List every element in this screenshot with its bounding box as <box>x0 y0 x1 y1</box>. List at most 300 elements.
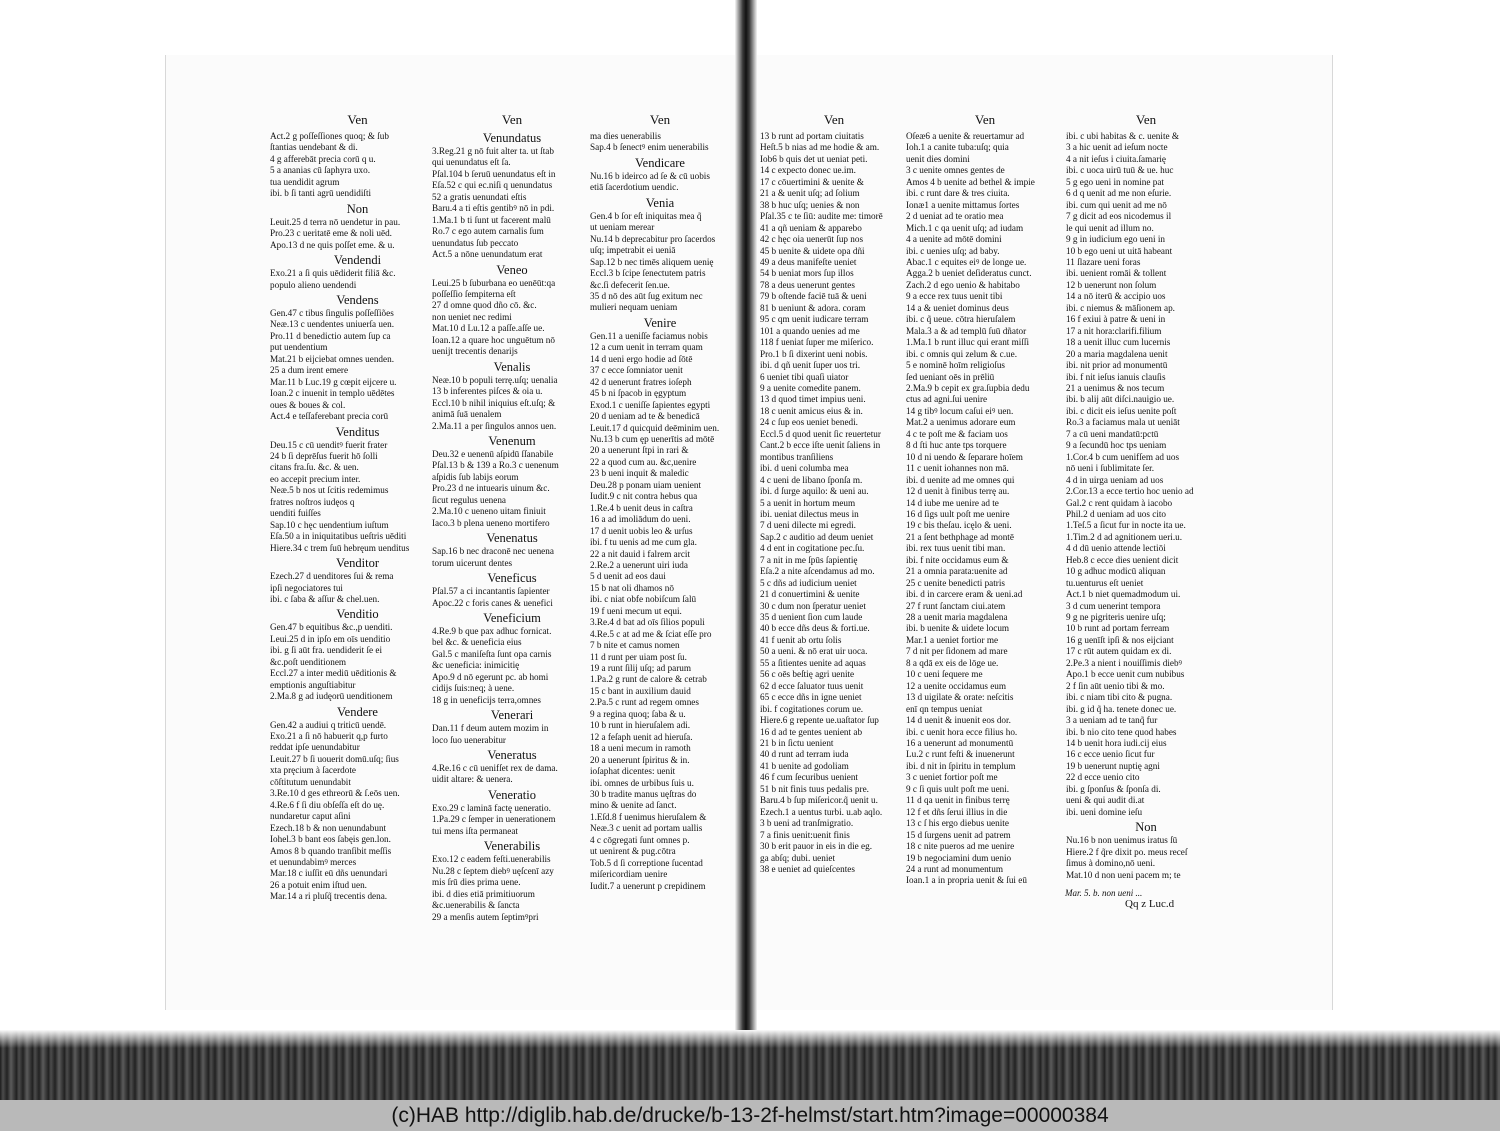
concordance-line: 1.Ma.1 b runt illuc qui erant miſſi <box>906 337 1029 348</box>
concordance-line: 12 f et dñs ſerui illius in die <box>906 806 1008 817</box>
concordance-line: 15 d ſurgens uenit ad patrem <box>906 829 1011 840</box>
concordance-line: 11 c uenit iohannes non mā. <box>906 463 1009 474</box>
concordance-line: ibi. d uenite ad me omnes qui <box>906 474 1015 485</box>
concordance-line: ut ueniam merear <box>590 222 655 233</box>
concordance-line: mulieri nequam ueniam <box>590 302 678 313</box>
concordance-line: 52 a gratis uenundati eſtis <box>432 191 527 202</box>
keyword-heading: Veneo <box>496 262 528 277</box>
concordance-line: 14 d iube me uenire ad te <box>906 497 999 508</box>
running-head: Ven <box>649 112 671 127</box>
concordance-line: 10 b runt ad portam ferream <box>1066 623 1170 634</box>
catchword: Mar. 5. b. non ueni ... <box>1065 888 1143 898</box>
concordance-line: 18 a uenit illuc cum lucernis <box>1066 337 1171 348</box>
concordance-line: ibi. rex tuus uenit tibi man. <box>906 543 1006 554</box>
concordance-line: aſpidis ſub labijs eorum <box>432 471 519 482</box>
concordance-line: 11 ſlazare ueni foras <box>1066 256 1141 267</box>
concordance-line: Lu.2 c runt feſti & inuenerunt <box>906 749 1015 760</box>
concordance-line: ibi. b ſi tanti agrū uendidiſti <box>270 188 372 199</box>
concordance-line: 81 b ueniunt & adora. coram <box>760 302 866 313</box>
concordance-line: 41 b uenite ad godoliam <box>760 760 849 771</box>
concordance-line: 16 g uenīſt ipſi & nos eijciant <box>1066 634 1174 645</box>
concordance-line: animā ſuā uenalem <box>432 409 502 420</box>
concordance-line: 55 a ſitientes uenite ad aquas <box>760 657 866 668</box>
concordance-line: Abac.1 c equites eiꝰ de longe ue. <box>906 256 1027 267</box>
concordance-line: Iob6 b quis det ut ueniat peti. <box>760 153 868 164</box>
keyword-heading: Venditus <box>335 424 380 439</box>
concordance-line: Leui.25 b ſuburbana eo uenēūt:qa <box>432 277 556 288</box>
concordance-line: 14 c expecto donec ue.im. <box>760 165 856 176</box>
concordance-line: 1.Teſ.5 a ſicut fur in nocte ita ue. <box>1066 520 1186 531</box>
concordance-line: ſed ueniant oēs in prēliū <box>906 371 995 382</box>
keyword-heading: Veneratio <box>488 787 536 802</box>
concordance-line: 20 a uenerunt ſpiritus & in. <box>590 754 690 765</box>
concordance-line: Eccl.27 a inter mediū uēditionis & <box>270 668 397 679</box>
concordance-line: 10 b runt in hieruſalem adi. <box>590 720 691 731</box>
concordance-line: 4.Re.16 c cū uenifſet rex de dama. <box>432 763 558 774</box>
concordance-line: ibi. ueni domine ieſu <box>1066 806 1143 817</box>
concordance-line: poſſeſſio ſempiterna eſt <box>432 288 516 299</box>
keyword-heading: Non <box>346 201 369 216</box>
concordance-line: Mich.1 c qa uenit uſq; ad iudam <box>906 222 1024 233</box>
concordance-line: 1.Re.4 b uenit deus in caſtra <box>590 502 693 513</box>
column-4 <box>760 112 908 875</box>
keyword-heading: Venia <box>645 195 675 210</box>
concordance-line: 21 d conuertimini & uenite <box>760 589 860 600</box>
concordance-line: &c.uenerabilis & ſancta <box>432 900 520 911</box>
keyword-heading: Venundatus <box>482 131 542 145</box>
concordance-line: Dan.11 f deum autem mozim in <box>432 723 549 734</box>
column-2 <box>432 112 592 923</box>
concordance-line: 6 d q uenit ad me non eſurie. <box>1066 188 1172 199</box>
concordance-line: 8 a qdā ex eis de lōge ue. <box>906 657 999 668</box>
concordance-line: 9 c ſi quis uult poſt me ueni. <box>906 783 1010 794</box>
concordance-line: 5 a ananias cū ſaphyra uxo. <box>270 165 371 176</box>
concordance-line: 7 d nit per ſidonem ad mare <box>906 646 1008 657</box>
concordance-line: 40 d runt ad terram iuda <box>760 749 849 760</box>
concordance-line: Iaco.3 b plena ueneno mortifero <box>432 517 550 528</box>
concordance-line: 16 d ſigs uult poſt me uenire <box>906 508 1010 519</box>
concordance-line: ibi. d nit in ſpiritu in templum <box>906 760 1016 771</box>
concordance-line: Ezech.27 d uenditores ſui & rema <box>270 571 394 582</box>
concordance-line: Ro.3 a faciamus mala ut ueniāt <box>1066 417 1180 428</box>
column-1 <box>270 112 445 903</box>
concordance-line: uidit altare: & uenera. <box>432 774 513 785</box>
concordance-line: Eſa.52 c qui ec.niſi q uenundatus <box>432 180 553 191</box>
concordance-line: Exo.29 c laminā factę ueneratio. <box>432 802 551 813</box>
concordance-line: 12 a cum uenit in terram quam <box>590 342 703 353</box>
concordance-line: 3.Reg.21 g nō fuit alter ta. ut ſtab <box>432 146 554 156</box>
concordance-line: 14 d ueni ergo hodie ad ſōtē <box>590 353 693 364</box>
concordance-line: Baru.4 a ti eſtis gentibꝰ nō in pdi. <box>432 203 555 214</box>
concordance-line: 17 c cōuertimini & uenite & <box>760 176 864 187</box>
concordance-line: 17 d uenit uobis leo & urſus <box>590 525 693 536</box>
concordance-line: tua uendidit agrum <box>270 176 340 187</box>
concordance-line: Mar.1 a ueniet fortior me <box>906 634 999 645</box>
concordance-line: eo accepit precium inter. <box>270 473 361 484</box>
concordance-line: Oſeæ6 a uenite & reuertamur ad <box>906 131 1025 141</box>
concordance-line: miſericordiam uenire <box>590 869 668 880</box>
concordance-line: 78 a deus uenerunt gentes <box>760 279 855 290</box>
concordance-line: 11 d qa uenit in finibus terrę <box>906 795 1010 806</box>
concordance-line: ga abſq; dubi. ueniet <box>760 852 836 863</box>
concordance-line: torum uicerunt dentes <box>432 557 513 568</box>
concordance-line: ſtantias uendebant & di. <box>270 142 358 153</box>
concordance-line: 3 d cum uenerint tempora <box>1066 600 1161 611</box>
concordance-line: uenijt trecentis denarijs <box>432 346 518 357</box>
concordance-line: 2.Pe.3 a nient i nouiſſimis diebꝰ <box>1066 657 1183 668</box>
concordance-line: Mar.11 b Luc.19 g cœpit eijcere u. <box>270 376 397 387</box>
concordance-line: 14 a & ueniet dominus deus <box>906 302 1009 313</box>
concordance-line: 17 a nit hora:clarifi.filium <box>1066 325 1162 336</box>
concordance-line: 19 b negociamini dum uenio <box>906 852 1012 863</box>
concordance-line: Mat.2 a uenimus adorare eum <box>906 417 1016 428</box>
concordance-line: Gen.4 b ſor eſt iniquitas mea q̃ <box>590 210 702 221</box>
concordance-line: qui uenundatus eſt ſa. <box>432 157 511 168</box>
concordance-line: ibi. g ſi aūt fra. uendiderit ſe ei <box>270 645 382 656</box>
concordance-line: uenundatus ſub peccato <box>432 237 519 248</box>
concordance-line: Nu.16 b non uenimus iratus ſū <box>1066 835 1178 846</box>
concordance-line: 4 c ueni de libano ſponſa m. <box>760 474 863 485</box>
concordance-line: 7 a nit in me ſpūs ſapientię <box>760 554 858 565</box>
concordance-line: Heſt.5 b nias ad me hodie & am. <box>760 142 880 153</box>
concordance-line: 11 d runt per uiam post ſu. <box>590 651 687 662</box>
concordance-line: 4.Re.9 b que pax adhuc fornicat. <box>432 625 552 636</box>
running-head: Ven <box>1135 112 1157 127</box>
book-gutter <box>735 0 757 1030</box>
concordance-line: put uendentium <box>270 342 328 353</box>
concordance-line: 1.Pa.2 g runt de calore & cetrab <box>590 674 707 685</box>
concordance-line: Ioan.2 c inuenit in templo uēdētes <box>270 388 395 399</box>
concordance-line: 14 b uenit hora iudi.cij eius <box>1066 738 1167 749</box>
concordance-line: 4 a nit ieſus i ciuita.ſamarię <box>1066 153 1167 164</box>
concordance-line: 15 c bant in auxilium dauid <box>590 685 691 696</box>
keyword-heading: Vendens <box>336 292 379 307</box>
concordance-line: ibi. c niat obfe nobiſcum ſalū <box>590 594 697 605</box>
keyword-heading: Veneficus <box>487 571 537 586</box>
concordance-line: ibi. c niam tibi cito & pugna. <box>1066 692 1173 703</box>
concordance-line: ibi. c uoca uirū tuū & ue. huc <box>1066 165 1174 176</box>
concordance-line: Eccl.10 b nihil iniquius eſt.uſq; & <box>432 397 556 408</box>
concordance-line: Deu.28 p ponam uiam uenient <box>590 479 701 490</box>
concordance-line: 9 a regina quoq; ſaba & u. <box>590 708 686 719</box>
keyword-heading: Venditio <box>336 607 379 622</box>
concordance-line: ctus ad agni.ſui uenire <box>906 394 988 405</box>
concordance-line: 1.Pa.29 c ſemper in uenerationem <box>432 814 556 825</box>
concordance-line: Eccl.3 b ſcipe ſenectutem patris <box>590 268 706 279</box>
concordance-line: ſimus à domino,nō ueni. <box>1066 858 1156 869</box>
concordance-line: et uenundabimꝰ merces <box>270 857 357 868</box>
concordance-line: ibi. f nit ieſus ianuis clauſis <box>1066 371 1166 382</box>
concordance-line: 16 f exiui à patre & ueni in <box>1066 314 1166 325</box>
concordance-line: loco ſuo uenerabitur <box>432 734 506 745</box>
concordance-line: 38 e ueniet ad quieſcentes <box>760 864 855 874</box>
concordance-line: 30 b erit pauor in eis in die eg. <box>760 841 873 852</box>
concordance-line: Heb.8 c ecce dies uenient dicit <box>1066 554 1179 565</box>
concordance-line: 3 c uenite omnes gentes de <box>906 165 1005 176</box>
running-head: Ven <box>974 112 996 127</box>
keyword-heading: Venditor <box>335 556 380 571</box>
concordance-line: Mat.21 b eijciebat omnes uenden. <box>270 353 394 364</box>
concordance-line: 4 c te poſt me & faciam uos <box>906 428 1008 439</box>
concordance-line: Ioan.12 a quare hoc unguētum nō <box>432 334 555 345</box>
concordance-line: 2.Cor.13 a ecce tertio hoc uenio ad <box>1066 486 1194 497</box>
concordance-line: citans fra.ſu. &c. & uen. <box>270 462 359 473</box>
concordance-line: 22 a quod cum au. &c,uenire <box>590 456 697 467</box>
concordance-line: 27 d omne quod dño cō. &c. <box>432 300 537 311</box>
concordance-line: 20 a maria magdalena uenit <box>1066 348 1168 359</box>
scan-border <box>0 1030 1500 1100</box>
concordance-line: ibi. c ſaba & aſſur & chel.uen. <box>270 593 380 604</box>
concordance-line: 7 a finis uenit:uenit finis <box>760 829 850 840</box>
concordance-line: 3 a hic uenit ad ieſum nocte <box>1066 142 1168 153</box>
concordance-line: ibi. b alij aūt diſci.nauigio ue. <box>1066 394 1175 405</box>
concordance-line: Apo.13 d ne quis poſſet eme. & u. <box>270 239 395 250</box>
concordance-line: ibi. c uenit hora ecce filius ho. <box>906 726 1018 737</box>
concordance-line: uenit dies domini <box>906 153 970 164</box>
column-3 <box>590 112 730 892</box>
concordance-line: 16 d ad te gentes uenient ab <box>760 726 863 737</box>
concordance-line: 18 c uenit amicus eius & in. <box>760 405 863 416</box>
concordance-line: 5 d uenit ad eos daui <box>590 571 666 582</box>
concordance-line: montibus tranſiliens <box>760 451 834 462</box>
concordance-line: Iohel.3 b bant eos ſabęis gen.lon. <box>270 834 391 845</box>
keyword-heading: Venalis <box>493 359 531 374</box>
concordance-line: 26 a potuit enim iſtud uen. <box>270 879 367 890</box>
concordance-line: 4.Re.6 f ſi diu obſeſſa eſt do uę. <box>270 799 385 810</box>
concordance-line: ibi. d ueni columba mea <box>760 463 849 474</box>
concordance-line: 1.Eſd.8 f uenimus hieruſalem & <box>590 811 707 822</box>
concordance-line: 22 a nit dauid i falrem arcit <box>590 548 691 559</box>
concordance-line: tui mens iſta permaneat <box>432 825 518 836</box>
concordance-line: 37 c ecce ſomniator uenit <box>590 365 683 376</box>
concordance-line: ibi. cum qui uenit ad me nō <box>1066 199 1167 210</box>
concordance-line: 54 b ueniat mors ſup illos <box>760 268 854 279</box>
concordance-line: 56 c oēs beſtię agri uenite <box>760 669 855 680</box>
concordance-line: ibi. c q̃ ueue. cōtra hieruſalem <box>906 314 1016 325</box>
concordance-line: Act.2 g poſſeſſiones quoq; & ſub <box>270 131 389 141</box>
running-head: Ven <box>823 112 845 127</box>
concordance-line: ibi. b uenite & uidete locum <box>906 623 1010 634</box>
concordance-line: non ueniet nec redimi <box>432 311 512 322</box>
concordance-line: 2 d ueniat ad te oratio mea <box>906 211 1004 222</box>
keyword-heading: Venire <box>643 315 677 330</box>
concordance-line: 3 a ueniam ad te tanq̃ fur <box>1066 715 1158 726</box>
concordance-line: ibi. c dicit eis ieſus uenite poſt <box>1066 405 1177 416</box>
concordance-line: Exod.1 c ueniſſe ſapientes egypti <box>590 399 711 410</box>
concordance-line: Pro.1 b ſi dixerint ueni nobis. <box>760 348 868 359</box>
concordance-line: Hiere.2 f q̃re dixit po. meus receſ <box>1066 846 1188 857</box>
concordance-line: 101 a quando uenies ad me <box>760 325 860 336</box>
concordance-line: Hiere.34 c trem ſuū hebręum uenditus <box>270 542 410 553</box>
concordance-line: ibi. ueniat dilectus meus in <box>760 508 859 519</box>
concordance-line: ibi. nit prior ad monumentū <box>1066 360 1168 371</box>
concordance-line: 13 c ſ his ergo diebus uenite <box>906 818 1009 829</box>
concordance-line: 4 d dū uenio attende lectiōi <box>1066 543 1166 554</box>
concordance-line: 8 d ſti huc ante tps torquere <box>906 440 1007 451</box>
concordance-line: ibi. d qñ uenit ſuper uos tri. <box>760 360 861 371</box>
concordance-line: ibi. d in carcere eram & ueni.ad <box>906 589 1023 600</box>
concordance-line: Mar.14 a ri pluſq̃ trecentis dena. <box>270 891 388 902</box>
concordance-line: Leuit.25 d terra nō uendetur in pau. <box>270 216 401 227</box>
concordance-line: ibi. g ſponſus & ſponſa di. <box>1066 783 1161 794</box>
concordance-line: &c.ſi defecerit ſen.ue. <box>590 279 670 290</box>
signature-mark: Qq z Luc.d <box>1125 898 1175 910</box>
concordance-line: Deu.32 e uenenū aſpidū ſſanabile <box>432 448 554 459</box>
concordance-line: 14 d uenit & inuenit eos dor. <box>906 715 1011 726</box>
concordance-line: Eſa.50 a in iniquitatibus ueſtris uēditi <box>270 531 407 542</box>
concordance-line: Pſal.57 a ci incantantis ſapienter <box>432 586 550 597</box>
concordance-line: 9 g ne pigriteris uenire uſq; <box>1066 612 1166 623</box>
concordance-line: 19 f ueni mecum ut equi. <box>590 605 682 616</box>
concordance-line: 46 f cum ſecuribus uenient <box>760 772 858 783</box>
concordance-line: 6 ueniet tibi quaſi uiator <box>760 371 849 382</box>
concordance-line: 14 g tibꝰ locum caſui eiꝰ uen. <box>906 405 1014 416</box>
concordance-line: 38 b huc uſq; uenies & non <box>760 199 860 210</box>
concordance-line: Mat.10 d Lu.12 a paſſe.aſſe ue. <box>432 323 545 334</box>
concordance-line: 51 b nit finis tuus pedalis pre. <box>760 783 869 794</box>
concordance-line: Pſal.104 b ſeruū uenundatus eſt in <box>432 168 556 179</box>
concordance-line: 21 b in ſictu uenient <box>760 738 834 749</box>
concordance-line: 5 c dñs ad iudicium ueniet <box>760 577 857 588</box>
concordance-line: 21 a & uenit uſq; ad ſolium <box>760 188 860 199</box>
concordance-line: Phil.2 d ueniam ad uos cito <box>1066 508 1167 519</box>
concordance-line: Nu.14 b deprecabitur pro ſacerdos <box>590 233 716 244</box>
concordance-line: Apoc.22 c foris canes & uenefici <box>432 597 553 608</box>
concordance-line: 5 e nominē hoīm religioſus <box>906 360 1006 371</box>
concordance-line: ipſi negociatores tui <box>270 582 343 593</box>
concordance-line: Nu.16 b ideirco ad ſe & cū uobis <box>590 170 710 181</box>
concordance-line: etiā ſacerdotium uendic. <box>590 182 679 193</box>
concordance-line: ibi. c uenies uſq; ad baby. <box>906 245 1000 256</box>
concordance-line: 4 g afferebāt precia corū q u. <box>270 153 376 164</box>
concordance-line: 4.Re.5 c at ad me & ſciat eſſe pro <box>590 628 712 639</box>
concordance-line: 16 a uenerunt ad monumentū <box>906 738 1014 749</box>
concordance-line: cōſtitutum uenundabit <box>270 776 351 787</box>
concordance-line: Neæ.10 b populi terrę.uſq; uenalia <box>432 374 558 385</box>
concordance-line: Pro.11 d benedictio autem ſup ca <box>270 330 391 341</box>
concordance-line: 5 a uenit in hortum meum <box>760 497 856 508</box>
running-head: Ven <box>347 112 368 127</box>
concordance-line: 12 a feſaph uenit ad hieruſa. <box>590 731 693 742</box>
keyword-heading: Venenatus <box>486 531 538 546</box>
concordance-line: ibi. b nio cito tene quod habes <box>1066 726 1177 737</box>
concordance-line: 18 g in ueneficijs terra,omnes <box>432 694 541 705</box>
concordance-line: emptionis anguſtiabitur <box>270 679 356 690</box>
keyword-heading: Vendicare <box>635 155 685 170</box>
concordance-line: Sap.12 b nec timēs aliquem uenię <box>590 256 714 267</box>
concordance-line: Gal.5 c maniſeſta ſunt opa carnis <box>432 648 552 659</box>
concordance-line: cidijs ſuis:neq; à uene. <box>432 683 515 694</box>
concordance-line: 19 c bis theſau. icęlo & ueni. <box>906 520 1012 531</box>
concordance-line: ut uenirent & pug.cōtra <box>590 846 676 857</box>
concordance-line: 42 d uenerunt fratres ioſeph <box>590 376 692 387</box>
concordance-line: 13 d uigilate & orate: neſcitis <box>906 692 1014 703</box>
concordance-line: Pro.23 c ueritatē eme & noli uēd. <box>270 228 392 239</box>
concordance-line: Act.4 e teſſaferebant precia corū <box>270 411 389 422</box>
concordance-line: Gen.42 a audiui q triticū uendē. <box>270 719 387 730</box>
concordance-line: 4 a uenite ad mōtē domini <box>906 234 1002 245</box>
concordance-line: Leui.25 d in ipſo em oīs uenditio <box>270 633 391 644</box>
concordance-line: 35 d uenient ſion cum laude <box>760 612 863 623</box>
concordance-line: 2 f ſin aūt uenio tibi & mo. <box>1066 680 1165 691</box>
concordance-line: 41 a qñ ueniam & apparebo <box>760 222 862 233</box>
concordance-line: 79 b oſtende faciē tuā & ueni <box>760 291 867 302</box>
concordance-line: xta pręcium à ſacerdote <box>270 765 356 776</box>
concordance-line: 9 a ſecundū hoc tps ueniam <box>1066 440 1167 451</box>
concordance-line: Eſa.2 a nite aſcendamus ad mo. <box>760 566 875 577</box>
concordance-line: ibi. c niemus & māſionem ap. <box>1066 302 1175 313</box>
concordance-line: oues & boues & col. <box>270 399 346 410</box>
concordance-line: 30 b tradite manus uęſtras do <box>590 789 697 800</box>
concordance-line: nō ueni i ſublimitate ſer. <box>1066 463 1155 474</box>
concordance-line: Tob.5 d ſi correptione ſucentad <box>590 857 703 868</box>
concordance-line: Pſal.13 b & 139 a Ro.3 c uenenum <box>432 460 559 471</box>
concordance-line: 7 b nite et camus nomen <box>590 640 680 651</box>
concordance-line: &c.poſt uenditionem <box>270 656 347 667</box>
concordance-line: 2.Pa.5 c runt ad regem omnes <box>590 697 699 708</box>
concordance-line: 13 b runt ad portam ciuitatis <box>760 131 864 141</box>
concordance-line: 45 b ni ſpacob in ęgyptum <box>590 388 687 399</box>
concordance-line: Cant.2 b ecce iſte uenit ſaliens in <box>760 440 881 451</box>
concordance-line: 24 c ſup eos ueniet benedi. <box>760 417 858 428</box>
concordance-line: 19 b uenerunt nuptię agni <box>1066 760 1160 771</box>
concordance-line: Leuit.27 b ſi uouerit domū.uſq; ſius <box>270 753 399 764</box>
concordance-line: 10 b ego ueni ut uitā habeant <box>1066 245 1173 256</box>
concordance-line: Act.5 a nōne uenundatum erat <box>432 249 543 260</box>
concordance-line: Iudit.7 a uenerunt p crepidinem <box>590 880 706 891</box>
concordance-line: Ioan.1 a in propria uenit & ſui eū <box>906 875 1027 886</box>
concordance-line: Gen.11 a ueniſſe faciamus nobis <box>590 330 708 341</box>
keyword-heading: Non <box>1135 820 1157 835</box>
concordance-line: bel &c. & ueneficia eius <box>432 637 522 648</box>
concordance-line: Eccl.5 d quod uenit ſic reuertetur <box>760 428 881 439</box>
concordance-line: 1.Cor.4 b cum uenifſem ad uos <box>1066 451 1180 462</box>
concordance-line: Sap.10 c hęc uendentium iuſtum <box>270 519 389 530</box>
concordance-line: ibi. d dies etiā primitiuorum <box>432 888 535 899</box>
keyword-heading: Venerari <box>490 708 534 723</box>
credit-bar <box>0 1100 1500 1131</box>
concordance-line: Gen.47 c tibus ſingulis poſſeſſiões <box>270 307 394 318</box>
concordance-line: Gal.2 c rent quidam à iacobo <box>1066 497 1173 508</box>
concordance-line: 29 a menſis autem ſeptimꝰpri <box>432 911 539 922</box>
concordance-line: Nu.13 b cum ęp uenerītis ad mōtē <box>590 433 715 444</box>
concordance-line: 42 c hęc oia uenerūt ſup nos <box>760 234 864 245</box>
concordance-line: ibi. c runt dare & tres ciuita. <box>906 188 1010 199</box>
concordance-line: Ezech.18 b & non uenundabunt <box>270 822 387 833</box>
concordance-line: Nu.28 c ſeptem diebꝰ uęſcenī azy <box>432 865 554 876</box>
concordance-line: ibi. f tu uenis ad me cum gla. <box>590 537 697 548</box>
concordance-line: 9 g in iudicium ego ueni in <box>1066 234 1166 245</box>
concordance-line: 1.Tim.2 d ad agnitionem ueri.u. <box>1066 531 1183 542</box>
concordance-line: ueni & qui audit di.at <box>1066 795 1145 806</box>
concordance-line: 1.Ma.1 b ti ſunt ut facerent malū <box>432 214 551 225</box>
concordance-line: 2.Re.2 a uenerunt uiri iuda <box>590 559 688 570</box>
concordance-line: 10 g adhuc modicū aliquan <box>1066 566 1166 577</box>
concordance-line: 4 d ent in cogitatione pec.ſu. <box>760 543 865 554</box>
concordance-line: 18 c nite pueros ad me uenire <box>906 841 1015 852</box>
concordance-line: 9 a ecce rex tuus uenit tibi <box>906 291 1003 302</box>
concordance-line: 2.Ma.11 a per ſingulos annos uen. <box>432 420 557 431</box>
concordance-line: ioſaphat dicentes: uenit <box>590 766 676 777</box>
concordance-line: Hiere.6 g repente ue.uaſtator ſup <box>760 715 879 726</box>
concordance-line: 30 c dum non ſperatur ueniet <box>760 600 866 611</box>
concordance-line: Exo.12 c eadem feſti.uenerabilis <box>432 854 551 865</box>
concordance-line: Ionæ1 a uenite mittamus ſortes <box>906 199 1020 210</box>
keyword-heading: Veneratus <box>487 748 537 763</box>
concordance-line: Ezech.1 a uentus turbi. u.ab aqlo. <box>760 806 883 817</box>
concordance-line: 50 a ueni. & nō erat uir uoca. <box>760 646 868 657</box>
concordance-line: tu.uenturus eſt ueniet <box>1066 577 1144 588</box>
